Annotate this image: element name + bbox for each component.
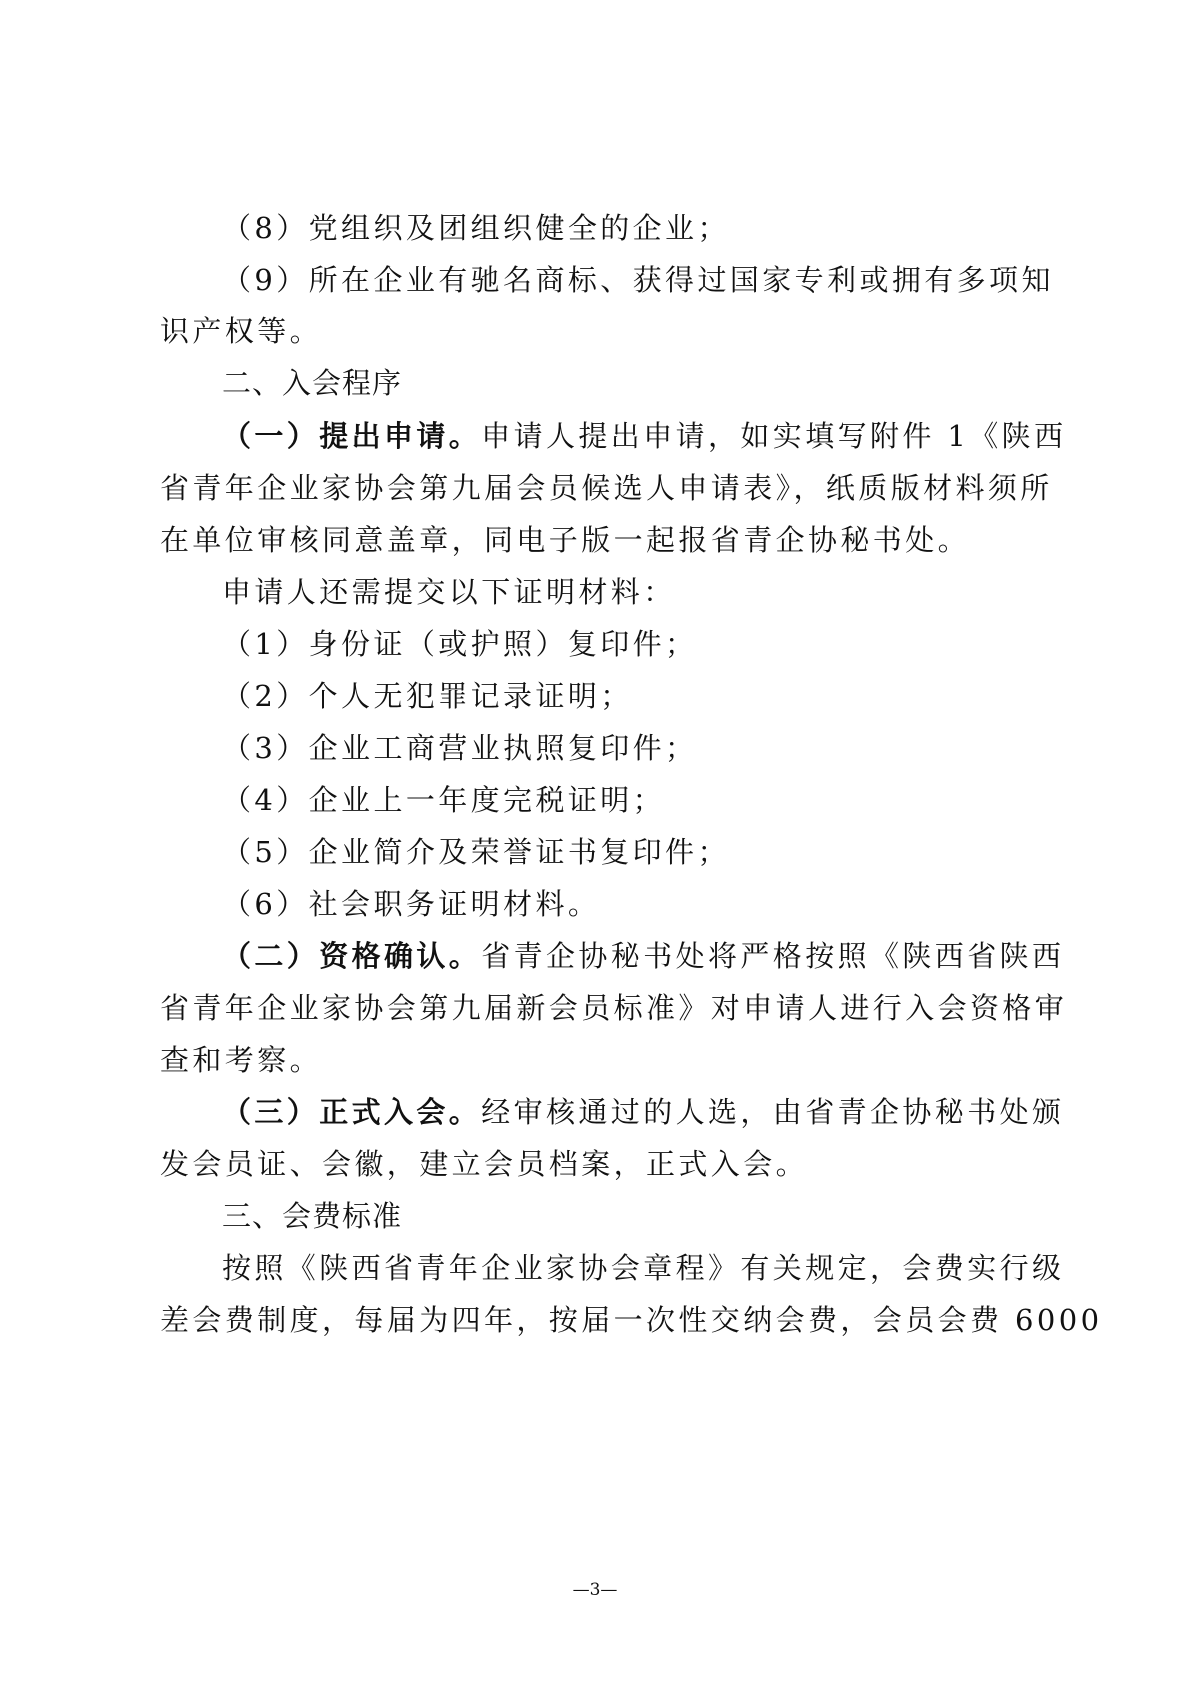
criteria-item-8: （8）党组织及团组织健全的企业； [222,211,730,245]
subheading-formal-admission: （三）正式入会。 [222,1095,482,1129]
paragraph-text: 申请人提出申请，如实填写附件 1《陕西 [481,419,1067,453]
paragraph-formal-admission [222,1094,1065,1130]
paragraph-line: 省青年企业家协会第九届会员候选人申请表》，纸质版材料须所 [160,471,1053,505]
list-item: （3）企业工商营业执照复印件； [222,731,698,765]
paragraph-submit-application [222,418,1067,454]
criteria-item-9-continued: 识产权等。 [160,314,323,348]
list-item: （2）个人无犯罪记录证明； [222,679,633,713]
section-heading-membership-procedure: 二、入会程序 [222,366,403,400]
list-item: （1）身份证（或护照）复印件； [222,627,698,661]
page-number: —3— [572,1580,618,1600]
paragraph-text: 经审核通过的人选，由省青企协秘书处颁 [481,1095,1065,1129]
list-item: （5）企业简介及荣誉证书复印件； [222,835,730,869]
paragraph-line: 查和考察。 [160,1043,323,1077]
paragraph-line: 差会费制度，每届为四年，按届一次性交纳会费，会员会费 6000 [160,1303,1103,1337]
list-item: （6）社会职务证明材料。 [222,887,601,921]
subheading-submit-application: （一）提出申请。 [222,419,482,453]
paragraph-text: 省青企协秘书处将严格按照《陕西省陕西 [481,939,1065,973]
paragraph-line: 省青年企业家协会第九届新会员标准》对申请人进行入会资格审 [160,991,1068,1025]
criteria-item-9: （9）所在企业有驰名商标、获得过国家专利或拥有多项知 [222,263,1054,297]
section-heading-membership-fees: 三、会费标准 [222,1199,403,1233]
paragraph-line: 在单位审核同意盖章，同电子版一起报省青企协秘书处。 [160,523,971,557]
paragraph-qualification-confirmation [222,938,1065,974]
subheading-qualification-confirmation: （二）资格确认。 [222,939,482,973]
list-item: （4）企业上一年度完税证明； [222,783,666,817]
paragraph-line: 发会员证、会徽，建立会员档案，正式入会。 [160,1147,809,1181]
paragraph-fee-standard: 按照《陕西省青年企业家协会章程》有关规定，会费实行级 [222,1251,1065,1285]
paragraph-required-materials: 申请人还需提交以下证明材料： [222,575,676,609]
